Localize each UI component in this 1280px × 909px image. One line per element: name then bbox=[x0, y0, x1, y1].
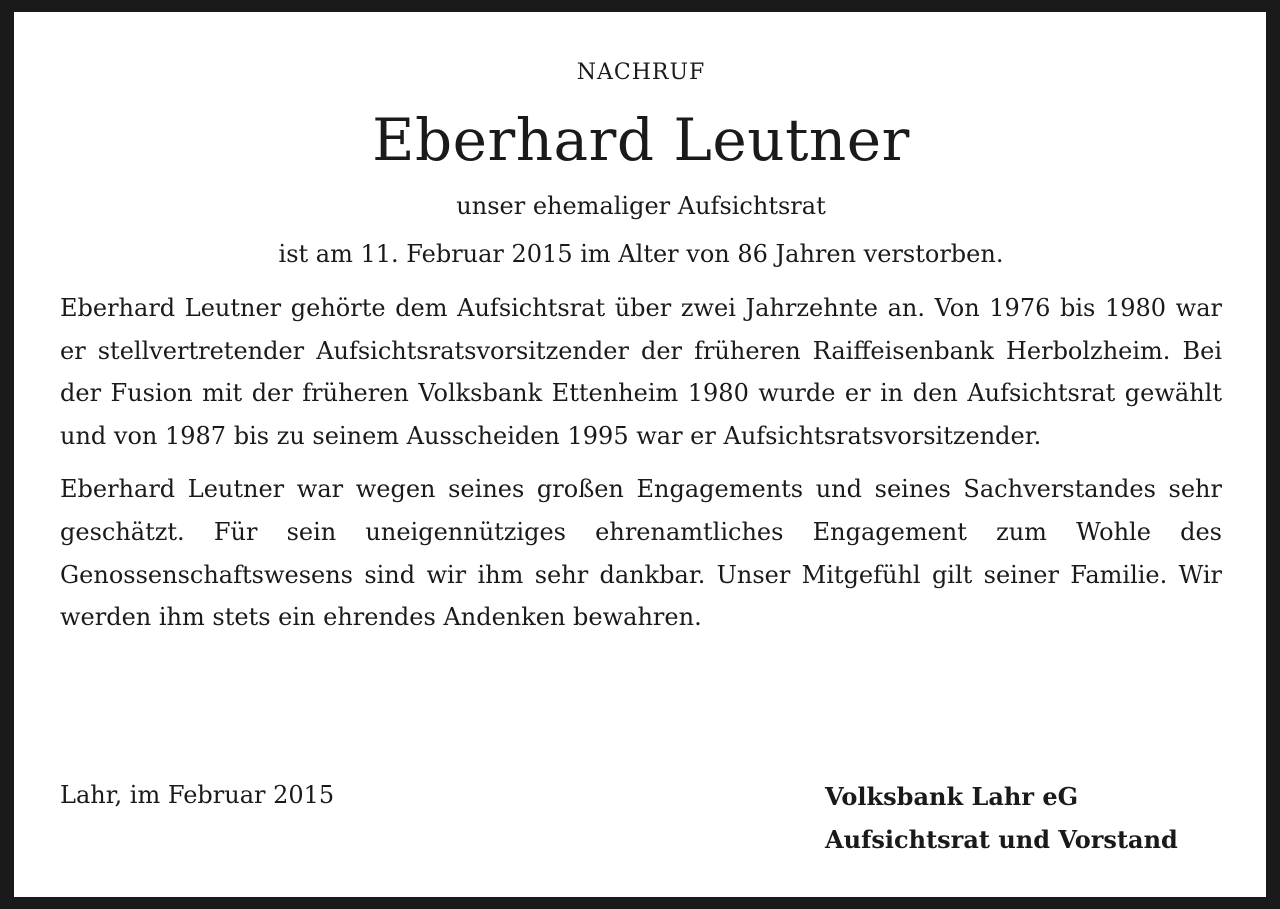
deceased-role: unser ehemaliger Aufsichtsrat bbox=[456, 192, 826, 220]
notice-label: NACHRUF bbox=[576, 60, 706, 85]
signature-organization: Volksbank Lahr eG bbox=[825, 782, 1079, 811]
obituary-content bbox=[60, 48, 1222, 639]
signature-bodies: Aufsichtsrat und Vorstand bbox=[825, 825, 1178, 854]
signature-block bbox=[825, 775, 1178, 861]
body-paragraph-career: Eberhard Leutner gehörte dem Aufsichtsrat über zwei Jahrzehnte an. Von 1976 bis 1980 war er stellvertretender Aufsichtsratsvorsitzender der früheren Raiffeisenbank Herbolzheim. Bei der Fusion mit der früheren Volksbank Ettenheim 1980 wurde er in den Aufsichtsrat gewählt und von 1987 bis zu seinem Ausscheiden 1995 war er Aufsichtsratsvorsitzender. bbox=[60, 294, 1222, 450]
body-paragraph-tribute: Eberhard Leutner war wegen seines großen Engagements und seines Sachverstandes sehr geschätzt. Für sein uneigennütziges ehrenamtliches Engagement zum Wohle des Genossenschaftswesens sind wir ihm sehr dankbar. Unser Mitgefühl gilt seiner Familie. Wir werden ihm stets ein ehrendes Andenken bewahren. bbox=[60, 475, 1222, 632]
death-statement: ist am 11. Februar 2015 im Alter von 86 Jahren verstorben. bbox=[278, 240, 1004, 268]
place-and-date: Lahr, im Februar 2015 bbox=[60, 781, 335, 809]
deceased-name: Eberhard Leutner bbox=[372, 106, 910, 174]
obituary-footer bbox=[60, 775, 1222, 865]
